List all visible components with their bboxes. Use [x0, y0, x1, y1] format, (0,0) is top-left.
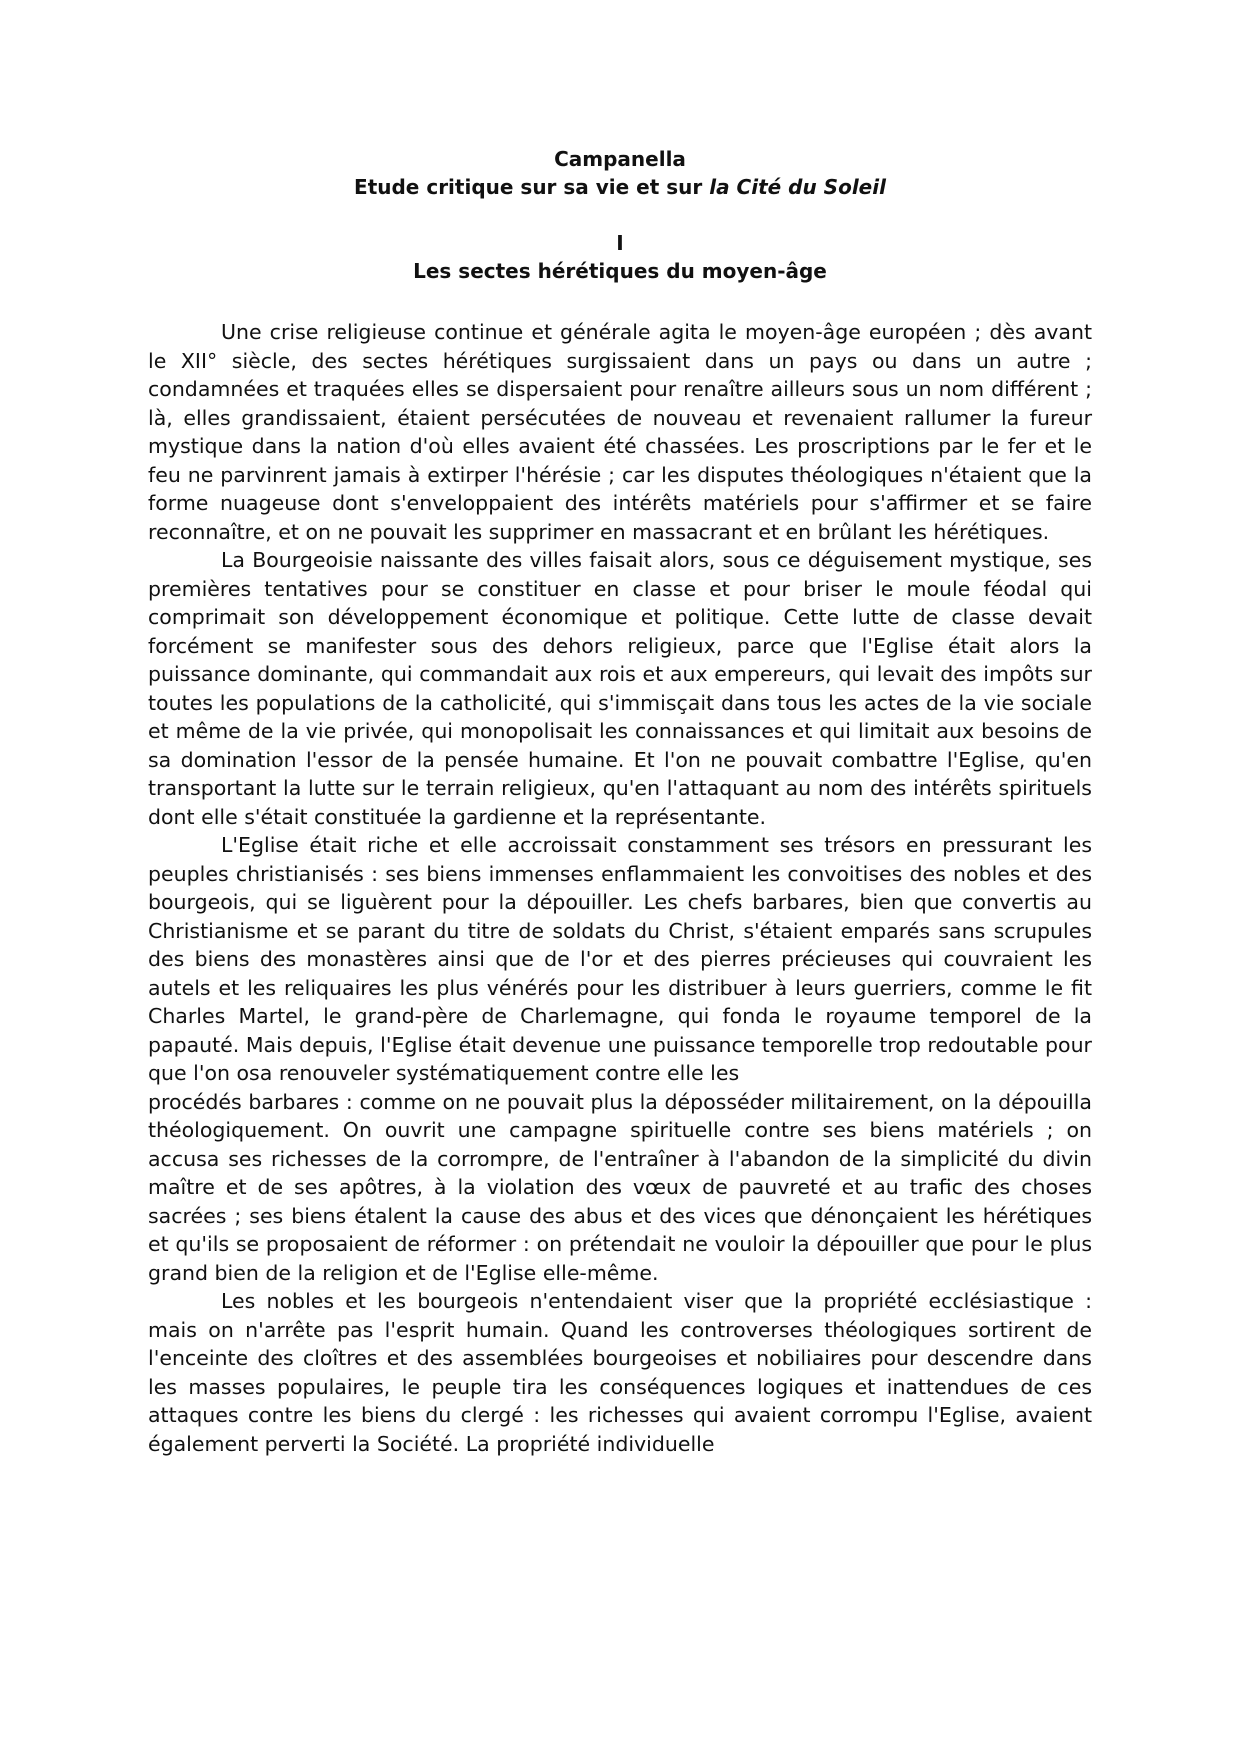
- paragraph: procédés barbares : comme on ne pouvait plus la déposséder militairement, on la dépouilla théologiquement. On ouvrit une campagne spirituelle contre ses biens matériels ; on accusa ses richesses de la corrompre, de l'entraîner à l'abandon de la simplicité du divin maître et de ses apôtres, à la violation des vœux de pauvreté et au trafic des choses sacrées ; ses biens étalent la cause des abus et des vices que dénonçaient les hérétiques et qu'ils se proposaient de réformer : on prétendait ne vouloir la dépouiller que pour le plus grand bien de la religion et de l'Eglise elle-même.: [148, 1089, 1092, 1285]
- title-subtitle: [0, 173, 1240, 201]
- paragraph: Une crise religieuse continue et générale agita le moyen-âge européen ; dès avant le XII° siècle, des sectes hérétiques surgissaient dans un pays ou dans un autre ; condamnées et traquées elles se dispersaient pour renaître ailleurs sous un nom différent ; là, elles grandissaient, étaient persécutées de nouveau et revenaient rallumer la fureur mystique dans la nation d'où elles avaient été chassées. Les proscriptions par le fer et le feu ne parvinrent jamais à extirper l'hérésie ; car les disputes théologiques n'étaient que la forme nuageuse dont s'enveloppaient des intérêts matériels pour s'affirmer et se faire reconnaître, et on ne pouvait les supprimer en massacrant et en brûlant les hérétiques.: [148, 320, 1092, 544]
- title-subtitle-text: Etude critique sur sa vie et sur: [354, 175, 710, 199]
- paragraph: L'Eglise était riche et elle accroissait constamment ses trésors en pressurant les peuples christianisés : ses biens immenses enflammaient les convoitises des nobles et des bourgeois, qui se liguèrent pour la dépouiller. Les chefs barbares, bien que convertis au Christianisme et se parant du titre de soldats du Christ, s'étaient emparés sans scrupules des biens des monastères ainsi que de l'or et des pierres précieuses qui couvraient les autels et les reliquaires les plus vénérés pour les distribuer à leurs guerriers, comme le fit Charles Martel, le grand-père de Charlemagne, qui fonda le royaume temporel de la papauté. Mais depuis, l'Eglise était devenue une puissance temporelle trop redoutable pour que l'on osa renouveler systématiquement contre elle les: [148, 833, 1092, 1085]
- section-title: Les sectes hérétiques du moyen-âge: [413, 259, 827, 283]
- document-title: [0, 145, 1240, 201]
- paragraph: Les nobles et les bourgeois n'entendaient viser que la propriété ecclésiastique : mais on n'arrête pas l'esprit humain. Quand les controverses théologiques sortirent de l'enceinte des cloîtres et des assemblées bourgeoises et nobiliaires pour descendre dans les masses populaires, le peuple tira les conséquences logiques et inattendues de ces attaques contre les biens du clergé : les richesses qui avaient corrompu l'Eglise, avaient également perverti la Société. La propriété individuelle: [148, 1289, 1092, 1456]
- paragraph: La Bourgeoisie naissante des villes faisait alors, sous ce déguisement mystique, ses premières tentatives pour se constituer en classe et pour briser le moule féodal qui comprimait son développement économique et politique. Cette lutte de classe devait forcément se manifester sous des dehors religieux, parce que l'Eglise était alors la puissance dominante, qui commandait aux rois et aux empereurs, qui levait des impôts sur toutes les populations de la catholicité, qui s'immisçait dans tous les actes de la vie sociale et même de la vie privée, qui monopolisait les connaissances et qui limitait aux besoins de sa domination l'essor de la pensée humaine. Et l'on ne pouvait combattre l'Eglise, qu'en transportant la lutte sur le terrain religieux, qu'en l'attaquant au nom des intérêts spirituels dont elle s'était constituée la gardienne et la représentante.: [148, 548, 1092, 829]
- section-number: I: [616, 231, 624, 255]
- body-text: [148, 318, 1092, 1458]
- section-heading: [0, 229, 1240, 285]
- title-work-name: la Cité du Soleil: [709, 175, 886, 199]
- title-author: Campanella: [554, 147, 686, 171]
